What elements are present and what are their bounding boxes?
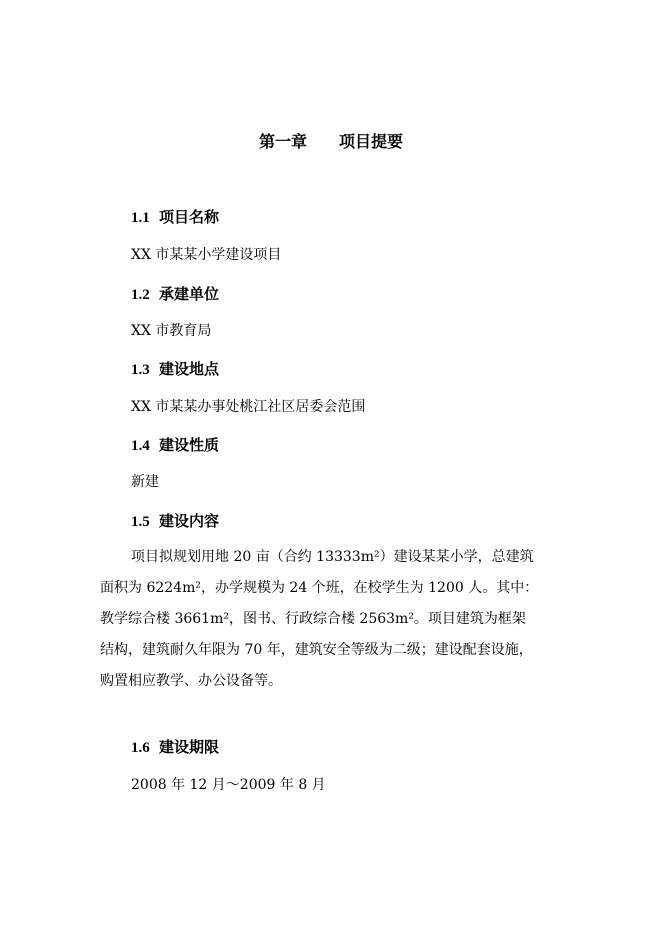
section-heading-1-2 — [131, 284, 219, 305]
paragraph-line: 项目拟规划用地 20 亩（合约 13333m²）建设某某小学，总建筑 — [131, 549, 534, 565]
paragraph-line: 面积为 6224m²，办学规模为 24 个班，在校学生为 1200 人。其中： — [100, 580, 539, 596]
section-label: 建设期限 — [159, 738, 220, 756]
section-label: 建设内容 — [159, 512, 220, 530]
section-label: 建设性质 — [159, 436, 220, 454]
chapter-title: 第一章 项目提要 — [258, 132, 403, 151]
section-number: 1.2 — [131, 287, 150, 303]
paragraph-line: 教学综合楼 3661m²，图书、行政综合楼 2563m²。项目建筑为框架 — [100, 611, 526, 627]
section-content-1-1: XX 市某某小学建设项目 — [131, 247, 282, 263]
section-content-1-2: XX 市教育局 — [131, 323, 212, 339]
section-number: 1.6 — [131, 740, 150, 756]
section-number: 1.4 — [131, 438, 150, 454]
section-content-1-6: 2008 年 12 月～2009 年 8 月 — [131, 777, 326, 793]
section-label: 建设地点 — [159, 360, 220, 378]
section-heading-1-4 — [131, 435, 219, 456]
section-number: 1.3 — [131, 362, 150, 378]
section-number: 1.1 — [131, 210, 150, 226]
section-paragraph-1-5 — [100, 542, 570, 697]
section-label: 承建单位 — [159, 285, 220, 303]
section-heading-1-3 — [131, 359, 219, 380]
section-heading-1-1 — [131, 207, 219, 228]
section-number: 1.5 — [131, 514, 150, 530]
section-label: 项目名称 — [159, 208, 220, 226]
paragraph-line: 购置相应教学、办公设备等。 — [100, 673, 282, 689]
paragraph-line: 结构，建筑耐久年限为 70 年，建筑安全等级为二级；建设配套设施， — [100, 642, 533, 658]
section-content-1-3: XX 市某某办事处桃江社区居委会范围 — [131, 399, 366, 415]
section-content-1-4: 新建 — [131, 474, 159, 490]
section-heading-1-6 — [131, 737, 219, 758]
section-heading-1-5 — [131, 511, 219, 532]
